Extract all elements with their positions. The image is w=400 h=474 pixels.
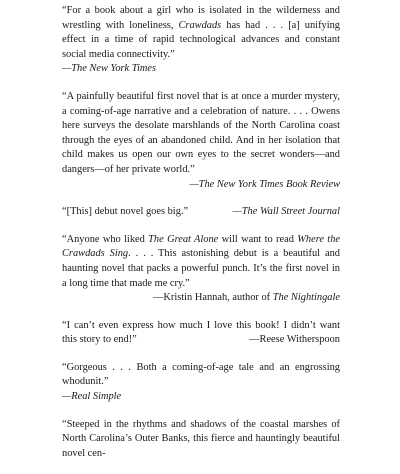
quote-outer-banks [62, 418, 340, 462]
quote-text: “A painfully beautiful first novel that is at once a murder mystery, a coming-of-age narrative and a celebration of nature. . . . Owens here surveys the desolate marshlands of the North Carolina coast through the eyes of an abandoned child. And in her isolation that child makes us open our own eyes to the secret wonders—and dangers—of her private world.” —The New York Times Book Review [62, 90, 340, 192]
quote-nyt-book-review [62, 90, 340, 192]
quote-text: “Gorgeous . . . Both a coming-of-age tale and an engrossing whodunit.” [62, 361, 340, 388]
quote-text: “I can’t even express how much I love this book! I didn’t want this story to end!” —Reese Witherspoon [62, 319, 340, 348]
praise-column [62, 4, 340, 474]
quote-real-simple [62, 361, 340, 405]
quote-source: —Real Simple [62, 391, 122, 403]
quote-text: “Steeped in the rhythms and shadows of the coastal marshes of North Carolina’s Outer Banks, this fierce and hauntingly beautiful novel cen- [62, 418, 340, 459]
quote-wsj [62, 205, 340, 220]
quote-source: —The New York Times Book Review [189, 178, 340, 190]
quote-text: “Anyone who liked The Great Alone will want to read Where the Crawdads Sing. . . . This astonishing debut is a beautiful and haunting novel that packs a powerful punch. It’s the first novel in a long time that made me cry.” —Kristin Hannah, author of The Nightingale [62, 233, 340, 306]
quote-source: —The Wall Street Journal [232, 206, 340, 218]
quote-nyt [62, 4, 340, 77]
quote-text: “[This] debut novel goes big.” —The Wall Street Journal [62, 205, 340, 220]
quote-source: —Kristin Hannah, author of The Nightingale [152, 292, 340, 304]
quote-kristin-hannah [62, 233, 340, 306]
quote-reese-witherspoon [62, 319, 340, 348]
quote-source: —The New York Times [62, 63, 157, 75]
quote-source: —Reese Witherspoon [249, 334, 340, 346]
quote-text: “For a book about a girl who is isolated in the wilderness and wrestling with loneliness, Crawdads has had . . . [a] unifying effect in a time of rapid technological advances and constant social media connectivity.” [62, 5, 341, 60]
